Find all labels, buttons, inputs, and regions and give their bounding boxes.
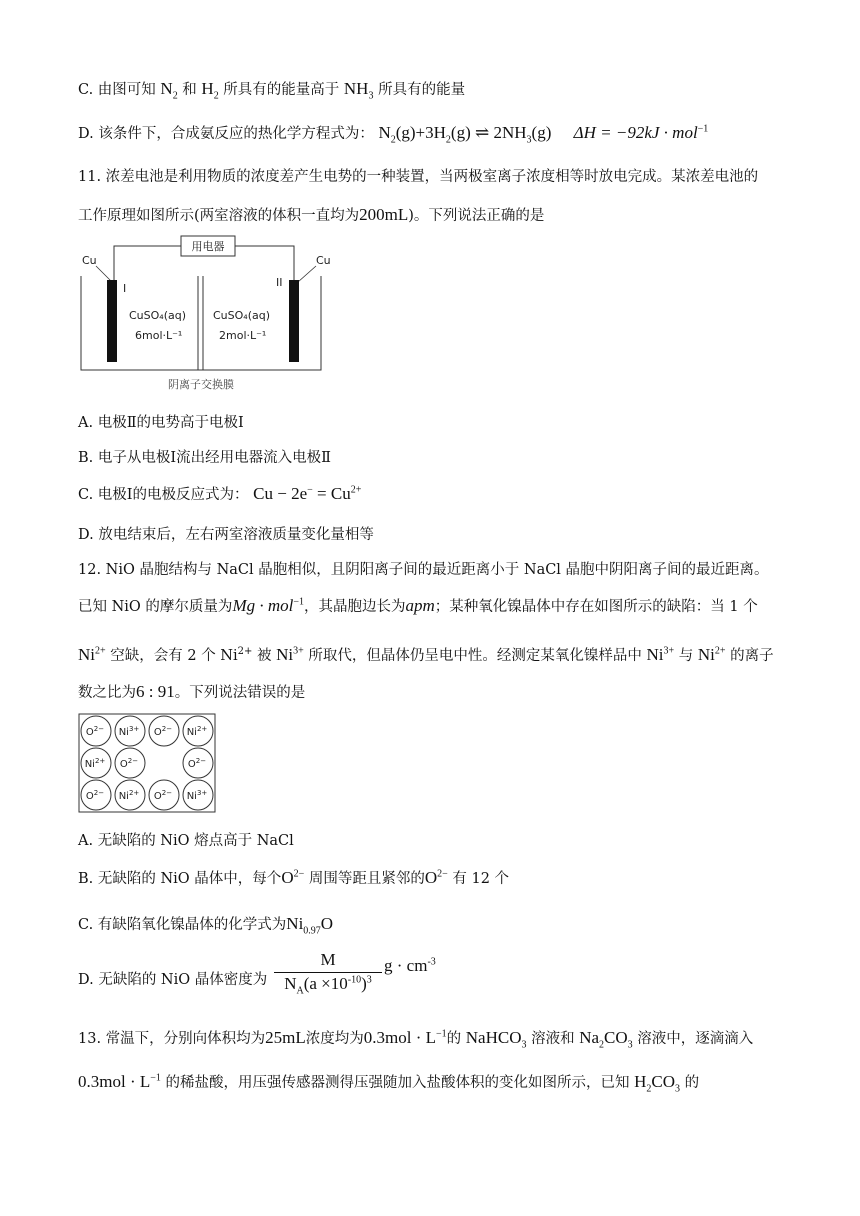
lattice-ion-label: $O^{2-}$: [153, 789, 173, 802]
left-metal-label: Cu: [82, 254, 97, 267]
q12-stem-line3: $Ni^{2+}$ 空缺，会有 2 个 $Ni^{2+}$ 被 $Ni^{3+}$ 所取代，但晶体仍呈电中性。经测定某氧化镍样品中 $Ni^{3+}$ 与 $Ni^{2+}$ 的离子: [78, 645, 774, 664]
left-concentration: 6mol·L⁻¹: [135, 329, 183, 342]
q10-option-d: D. 该条件下，合成氨反应的热化学方程式为： $N_2(g)+3H_2(g)$ ⇌ $2NH_3(g) \Delta H = -92kJ \cdot mol^{-1}$: [78, 123, 709, 146]
lattice-ion-label: $Ni^{3+}$: [118, 725, 140, 738]
q11-stem-line1: 11. 浓差电池是利用物质的浓度差产生电势的一种装置，当两极室离子浓度相等时放电完成。某浓差电池的: [78, 169, 759, 185]
equation: $N_2(g)+3H_2(g)$ ⇌ $2NH_3(g)$: [378, 123, 552, 146]
device-label: 用电器: [191, 240, 225, 253]
right-concentration: 2mol·L⁻¹: [219, 329, 267, 342]
lattice-ion-label: $Ni^{2+}$: [84, 757, 106, 770]
q11-option-c: C. 电极Ⅰ的电极反应式为： $Cu - 2e^- = Cu^{2+}$: [78, 484, 362, 503]
q12-stem-line4: 数之比为6 : 91。下列说法错误的是: [78, 682, 306, 701]
electrode-ii: [289, 280, 299, 362]
q13-stem-line2: $0.3mol \cdot L^{-1}$ 的稀盐酸，用压强传感器测得压强随加入盐酸体积的变化如图所示，已知 $H_2CO_3$ 的: [78, 1072, 700, 1095]
membrane-label: 阴离子交换膜: [168, 378, 234, 391]
q12-option-b: B. 无缺陷的 NiO 晶体中，每个$O^{2-}$ 周围等距且紧邻的$O^{2-}$ 有 12 个: [78, 868, 510, 887]
q11-option-b: B. 电子从电极Ⅰ流出经用电器流入电极Ⅱ: [78, 450, 331, 466]
right-metal-label: Cu: [316, 254, 331, 267]
density-fraction: M $N_A(a \times 10^{-10})^3$: [274, 950, 382, 996]
q11-option-d: D. 放电结束后，左右两室溶液质量变化量相等: [78, 527, 374, 543]
q11-stem-line2: 工作原理如图所示(两室溶液的体积一直均为200mL)。下列说法正确的是: [78, 205, 545, 224]
q13-stem-line1: 13. 常温下，分别向体积均为25mL浓度均为$0.3mol \cdot L^{-1}$的 NaHCO$_3$ 溶液和 $Na_2CO_3$ 溶液中，逐滴滴入: [78, 1028, 754, 1051]
lattice-ion-label: $O^{2-}$: [119, 757, 139, 770]
lattice-ion-label: $O^{2-}$: [153, 725, 173, 738]
lattice-ion-label: $O^{2-}$: [85, 725, 105, 738]
concentration-cell-diagram: [78, 232, 348, 394]
lattice-ion-label: $Ni^{3+}$: [186, 789, 208, 802]
lattice-ion-label: $Ni^{2+}$: [118, 789, 140, 802]
q12-stem-line2: 已知 NiO 的摩尔质量为Mg · mol$^{-1}$，其晶胞边长为apm；某种氧化镍晶体中存在如图所示的缺陷：当 1 个: [78, 596, 758, 615]
electrode-ii-label: II: [276, 276, 283, 289]
q12-stem-line1: 12. NiO 晶胞结构与 NaCl 晶胞相似，且阴阳离子间的最近距离小于 NaCl 晶胞中阴阳离子间的最近距离。: [78, 562, 769, 578]
nio-defect-lattice-diagram: [78, 713, 218, 815]
q10-option-c: C. 由图可知 $N_2$ 和 $H_2$ 所具有的能量高于 $NH_3$ 所具有的能量: [78, 79, 466, 102]
lattice-ion-label: $O^{2-}$: [85, 789, 105, 802]
lattice-ion-label: $Ni^{2+}$: [186, 725, 208, 738]
electrode-i-label: I: [123, 282, 127, 295]
q11-option-a: A. 电极Ⅱ的电势高于电极Ⅰ: [78, 415, 244, 431]
q12-option-c: C. 有缺陷氧化镍晶体的化学式为$Ni_{0.97}O$: [78, 914, 334, 937]
right-solution: CuSO₄(aq): [213, 309, 271, 322]
electrode-i: [107, 280, 117, 362]
lattice-ion-label: $O^{2-}$: [187, 757, 207, 770]
left-solution: CuSO₄(aq): [129, 309, 187, 322]
q12-option-a: A. 无缺陷的 NiO 熔点高于 NaCl: [78, 833, 294, 849]
